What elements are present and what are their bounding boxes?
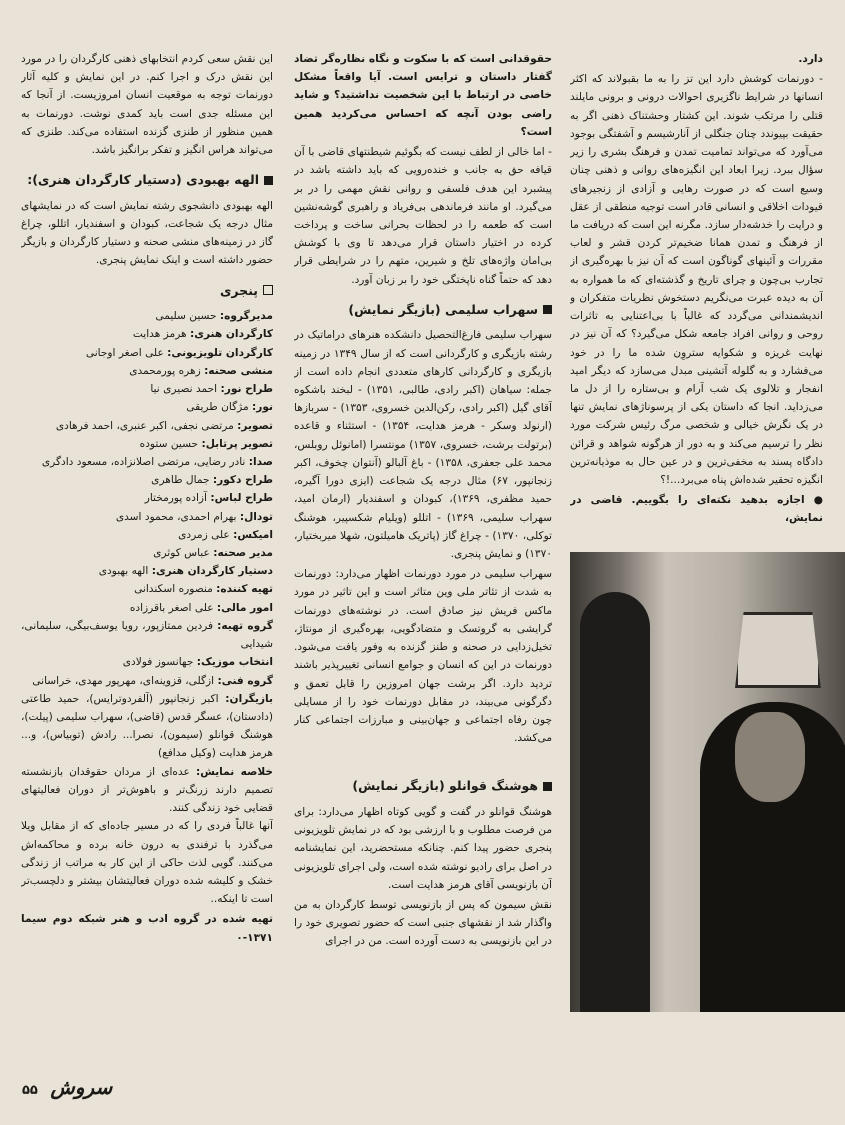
credit-line: دستیار کارگردان هنری: الهه بهبودی xyxy=(98,565,273,578)
section-heading-text: پنجری xyxy=(219,282,258,298)
paragraph: سهراب سلیمی در مورد دورنمات اظهار می‌دارد: دورنمات به شدت از تئاتر ملی وین متاثر است و این تاثیر در مورد ماکس فریش نیز صادق است. در نوشته‌های دورنمات گرایشی به گروتسک و متضادگویی، بهره‌گیری از مونتاژ، تخیل‌زدایی در صحنه و طنز گزنده به وفور یافت می‌شود. دورنمات در این که انسان و جوامع انسانی تغییرپذیر باشند تردید دارد. اگر برشت جهان امروزین را قابل تعمق و دگرگونی می‌بیند، در مقابل دورنمات خود را از مسایلی چون رفاه اجتماعی و جهان‌بینی و مبارزات اجتماعی کنار می‌کشد. xyxy=(294,568,552,745)
column-left xyxy=(21,50,273,1065)
credit-line: گروه فنی: ازگلی، قزوینه‌ای، مهرپور مهدی، خراسانی xyxy=(32,674,273,687)
section-heading-text: هوشنگ قوانلو (بازیگر نمایش) xyxy=(352,778,538,794)
credit-line: مدیرگروه: حسین سلیمی xyxy=(155,310,273,323)
magazine-brand: سروش xyxy=(50,1075,113,1099)
section-heading-text: الهه بهبودی (دستیار کارگردان هنری): xyxy=(27,172,259,188)
credit-line: طراح لباس: آزاده پورمختار xyxy=(144,492,273,505)
credit-line: بازیگران: اکبر زنجانپور (آلفردوترایس)، حمید طاعتی (دادستان)، عسگر قدس (قاضی)، سهراب سلیمی (پیلت)، هوشنگ قوانلو (سیمون)، نصرا... رادش (توبیاس)، و... هرمز هدایت (وکیل مدافع) xyxy=(21,692,273,760)
section-heading xyxy=(21,169,273,191)
credit-line: تصویر: مرتضی نجفی، اکبر عنبری، احمد فرهادی xyxy=(55,419,273,432)
page-footer xyxy=(22,1075,112,1099)
square-bullet-icon xyxy=(543,305,552,314)
credit-line: امیکس: علی زمردی xyxy=(178,528,273,541)
section-heading xyxy=(294,775,552,797)
column-middle xyxy=(294,50,552,1065)
section-heading-text: سهراب سلیمی (بازیگر نمایش) xyxy=(348,301,538,317)
credit-line: گروه تهیه: فردین ممتازپور، رویا یوسف‌بیگی، سلیمانی، شیدایی xyxy=(21,619,273,651)
paragraph: - دورنمات کوشش دارد این تز را به ما بقبولاند که اکثر انسانها در شرایط ناگزیری احوالات درونی و برونی مایلند قتلی را مرتکب شوند. این کشتار وحشتناک ذهنی اگر به حقیقت بپیوندد چنان جنگلی از آنارشیسم و آشفتگی بوجود می‌آورد که می‌تواند تمامیت تمدن و فرهنگ بشری را زیر سؤال ببرد. زیرا ابعاد این انگیزه‌های روانی و ذهنی چنان وسیع است که در صورت رهایی و آزادی از زنجیرهای قیودات اخلاقی و انسانی قادر است توجیه منطقی از عقل و درایت را خدشه‌دار سازد. مگرنه این است که دریافت ما از فرهنگ و تمدن همانا ضخیم‌تر کردن قشر و لعاب مقررات و آئینهای گوناگون است که آن نیز با بهره‌گیری از تجارب بی‌چون و چرای تاریخ و گذشته‌ای که ما همواره به آن به دیده عبرت می‌نگریم دستخوش نظریات متفکران و اندیشمندانی می‌گردد که غالباً با بی‌اعتنایی به تاثرات روحی و روانی افراد جامعه شکل می‌گیرد؟ که آن نیز در نهایت غریزه و شکوایه ستروِن شده ما را در خود می‌فشارد و به گلوله آتشینی مبدل می‌سازد که دیگر امید انفجار و تلالوی یک شب آرام و بی‌ستاره را از دل ما می‌زداید. انجا که داستان یکی از پرسوناژهای نمایش تنها در یک نگرش خیالی و شخصی مرگ رئیس شرکت مورد نظر را ترسیم می‌کند و به دور از هرگونه شواهد و قرائن دادگاه پسند به مخفی‌ترین و در عین حال به موذیانه‌ترین انگیزه تحقیر شده‌اش پناه می‌برد...!؟ xyxy=(570,73,823,487)
credit-line: مدیر صحنه: عباس کوثری xyxy=(153,547,273,560)
actor-photo xyxy=(570,552,845,1012)
credit-line: منشی صحنه: زهره پورمحمدی xyxy=(129,364,273,377)
paragraph: - اما خالی از لطف نیست که بگوئیم شیطنتهای قاضی با آن قیافه حق به جانب و خنده‌رویی که باید داشته باشد در پیشبرد این هدف فلسفی و روانی نقش مهمی را در بر می‌گیرد. او مانند فرماندهی بی‌فریاد و راهبری گوشه‌نشین است که طعمه را در لحظات بحرانی ساخت و پرداخت کرده در اختیار داستان قرار می‌دهد تا وی با کوشش بی‌امان واژه‌های تلخ و شیرین، متهم را در شرایطی قرار دهد که حتماً گناه ناپختگی خود را بر زبان آورد. xyxy=(294,146,552,286)
hollow-square-bullet-icon xyxy=(263,285,273,295)
credit-line: خلاصه نمایش: عده‌ای از مردان حقوقدان بازنشسته تصمیم دارند زرنگ‌تر و باهوش‌تر از دوران فعالیتهای قضایی خود زندگی کنند. xyxy=(21,765,273,815)
square-bullet-icon xyxy=(264,176,273,185)
paragraph: الهه بهبودی دانشجوی رشته نمایش است که در نمایشهای مثال درجه یک شجاعت، کبودان و اسفندیار، اتللو، چراغ گاز در زمینه‌های منشی صحنه و دستیار کارگردان و بازیگر حضور داشته است و اینک نمایش پنجری. xyxy=(21,199,273,267)
credit-line: تهیه کننده: منصوره اسکندانی xyxy=(134,583,273,596)
production-note: تهیه شده در گروه ادب و هنر شبکه دوم سیما ۱۳۷۱-۰ xyxy=(21,913,273,944)
paragraph: این نقش سعی کردم انتخابهای ذهنی کارگردان را در مورد این نقش درک و اجرا کنم. در این نمایش و کلیه آثار دورنمات توجه به موقعیت انسان امروزیست. از آنجا که این مسئله جدی است باید کمدی نوشت. دورنمات به همین منظور از طنزی گزنده استفاده می‌کند. طنزی که می‌تواند هراس انگیز و تفکر برانگیز باشد. xyxy=(21,53,273,157)
paragraph: دارد. xyxy=(798,53,823,65)
page-number: ۵۵ xyxy=(22,1083,38,1098)
credits-list xyxy=(21,307,273,817)
question-paragraph: حقوقدانی است که با سکوت و نگاه نظاره‌گر تضاد گفتار داستان و ترایس است. آیا واقعاً مشکل خاصی در ارتباط با این شخصیت نداشتید؟ و شاید راضی بودن آنچه که احساس می‌کردید همین است؟ xyxy=(294,53,552,138)
credit-line: کارگردان هنری: هرمز هدایت xyxy=(132,328,273,341)
photo-lamp-shape xyxy=(735,612,821,688)
credit-line: طراح دکور: جمال طاهری xyxy=(151,474,273,487)
credit-line: کارگردان تلویزیونی: علی اصغر اوجانی xyxy=(85,346,273,359)
square-bullet-icon xyxy=(543,782,552,791)
credit-line: صدا: نادر رضایی، مرتضی اصلانزاده، مسعود دادگری xyxy=(41,455,273,468)
photo-face-shape xyxy=(735,712,805,802)
paragraph: نقش سیمون که پس از بازنویسی توسط کارگردان به من واگذار شد از نقشهای جنبی است که حضور تصویری خود را در این بازنویسی به دست آورده است. من در اجرای xyxy=(294,898,552,948)
credit-line: انتخاب موزیک: جهانسوز فولادی xyxy=(122,656,273,669)
paragraph: آنها غالباً فردی را که در مسیر جاده‌ای که از مقابل ویلا می‌گذرد با ترفندی به درون خانه برده و محاکمه‌اش می‌کنند. گویی لذت حاکی از این کار به مراتب از زندگی خشک و کلیشه شده دوران فعالیتشان بیشتر و دلچسب‌تر است تا اینکه.. xyxy=(21,820,273,906)
section-heading xyxy=(21,280,273,302)
paragraph: ● اجازه بدهید نکته‌ای را بگوییم. قاضی در نمایش، xyxy=(570,494,823,525)
section-heading xyxy=(294,299,552,321)
photo-door-shape xyxy=(580,592,650,1012)
credit-line: نور: مژگان طریقی xyxy=(186,401,273,414)
paragraph: سهراب سلیمی فارغ‌التحصیل دانشکده هنرهای دراماتیک در رشته بازیگری و کارگردانی است که از سال ۱۳۴۹ در زمینه بازیگری و کارگردانی کارهای متعددی انجام داده است از جمله: سیاهان (اکبر رادی، طالبی، ۱۳۵۱) - لبخند باشکوه آقای گیل (اکبر رادی، رکن‌الدین خسروی، ۱۳۵۳) - سربازها (ارنولد وسکر - هرمز هدایت، ۱۳۵۴) - استثناء و قاعده (برتولت برشت، خسروی، ۱۳۵۷) مونتسرا (امانوئل روبلس، محمد علی جعفری، ۱۳۵۸) - باغ آلبالو (آنتوان چخوف، اکبر زنجانپور، ۶۷) مثال درجه یک شجاعت (ایزی دورا آگیره، حمید مظفری، ۱۳۶۹)، کبودان و اسفندیار (ارمان امید، سهراب سلیمی، ۱۳۶۹) - اتللو (ویلیام شکسپیر، هوشنگ توکلی، ۱۳۷۰) - چراغ گاز (پاتریک هامیلتون، شهلا میربختیار، ۱۳۷۰) و نمایش پنجری. xyxy=(294,329,552,560)
credit-line: طراح نور: احمد نصیری نیا xyxy=(150,383,273,396)
paragraph: هوشنگ قوانلو در گفت و گویی کوتاه اظهار می‌دارد: برای من فرصت مطلوب و با ارزشی بود که در نمایش تلویزیونی پنجری حضور پیدا کنم. چنانکه مستحضرید، این نمایشنامه در اصل برای رادیو نوشته شده است، ولی اجرای تلویزیونی آن بازنویسی آقای هرمز هدایت است. xyxy=(294,805,552,891)
credit-line: تصویر پرتابل: حسین ستوده xyxy=(139,437,273,450)
credit-line: امور مالی: علی اصغر باقرزاده xyxy=(129,601,273,614)
credit-line: تودال: بهرام احمدی، محمود اسدی xyxy=(115,510,273,523)
